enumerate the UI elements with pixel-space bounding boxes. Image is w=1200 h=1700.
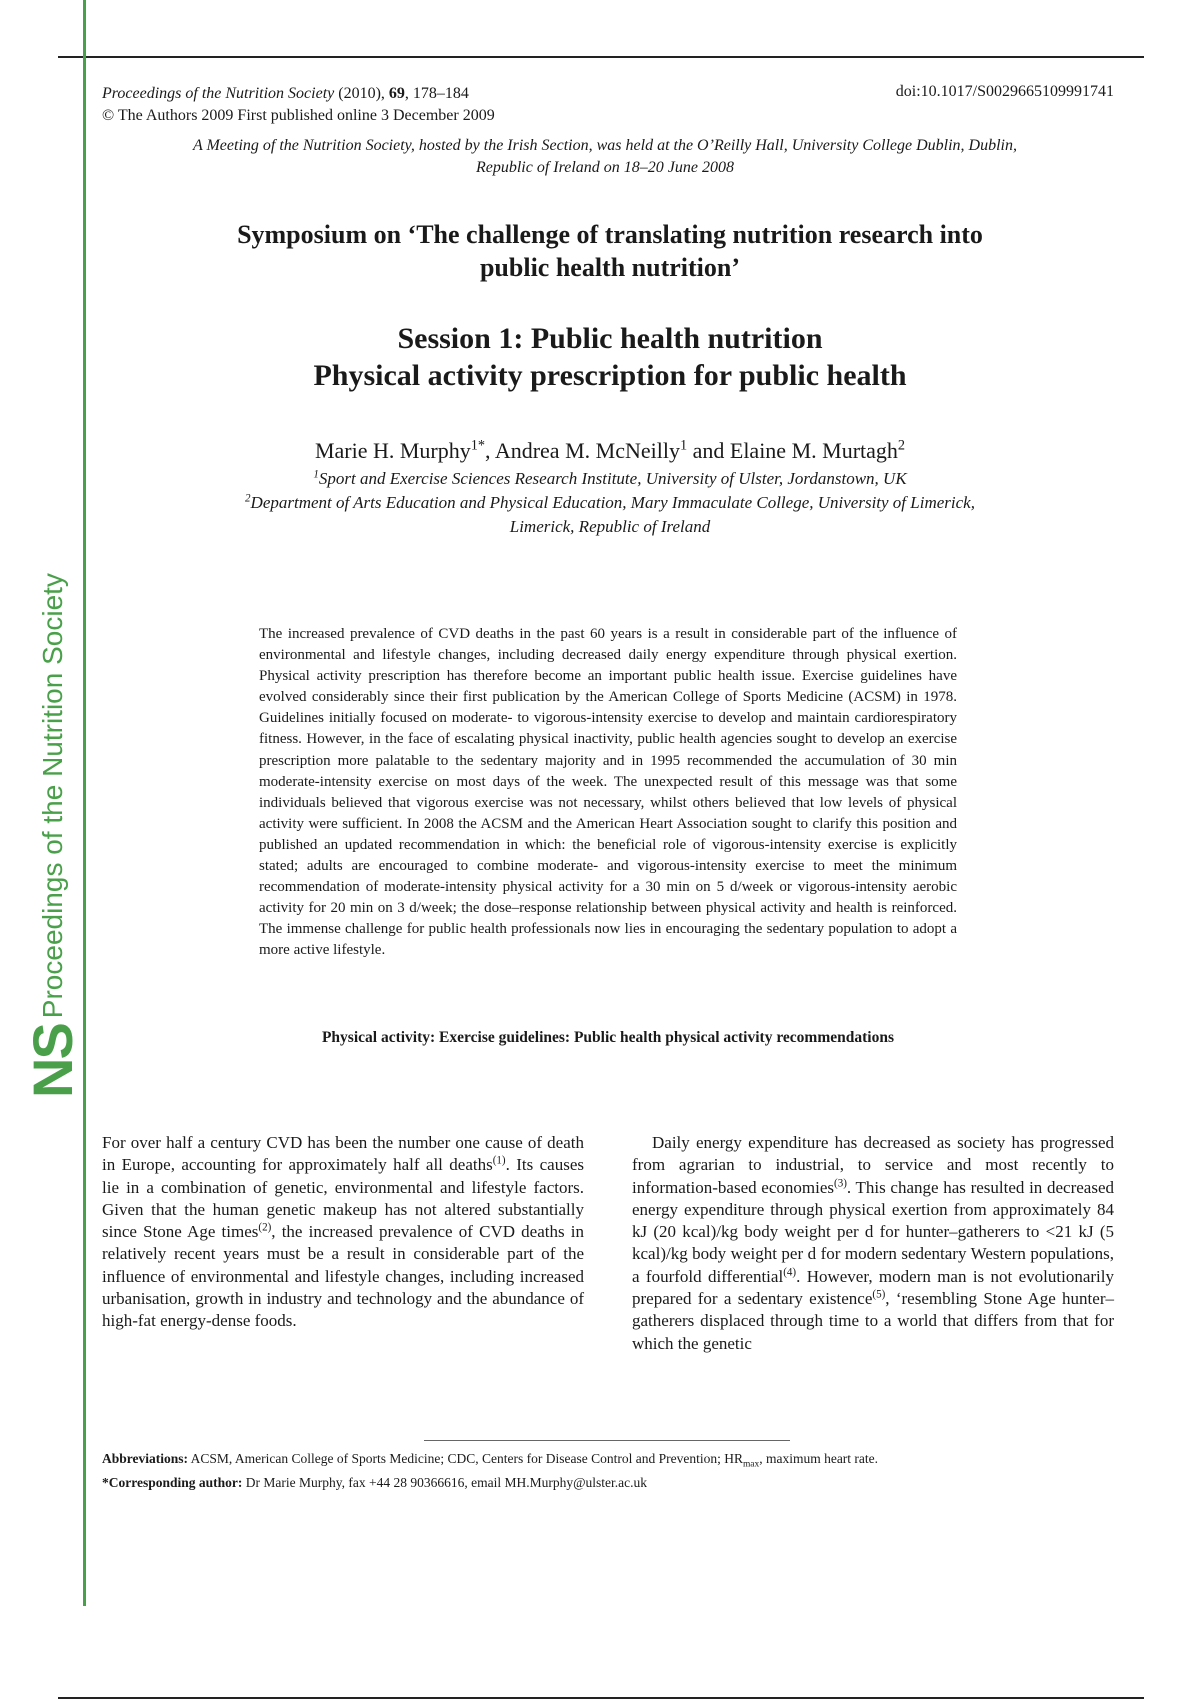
body-text: , ‘resembling Stone Age hunter–gatherers displaced through time to a world that differs from that for which the genetic: [632, 1289, 1114, 1353]
body-text: , the increased prevalence of CVD deaths in relatively recent years must be a result in considerable part of the influence of environmental and lifestyle changes, including increased urbanisation, growth in industry and technology and the abundance of high-fat energy-dense foods.: [102, 1222, 584, 1331]
session-title: Session 1: Public health nutrition: [397, 322, 823, 355]
affiliation-1-sup: 1: [313, 468, 319, 481]
meeting-note-line-2: Republic of Ireland on 18–20 June 2008: [475, 159, 735, 176]
author-1-sup: 1*: [470, 437, 486, 454]
corresponding-text[interactable]: Dr Marie Murphy, fax +44 28 90366616, email MH.Murphy@ulster.ac.uk: [242, 1474, 648, 1490]
body-text: Daily energy expenditure has decreased as society has progressed from agrarian to industrial, to service and most recently to information-based economies: [632, 1133, 1114, 1197]
abbreviations-text: ACSM, American College of Sports Medicine; CDC, Centers for Disease Control and Prevention; HR: [188, 1451, 743, 1466]
footnotes: [102, 1450, 878, 1491]
doi[interactable]: doi:10.1017/S0029665109991741: [895, 83, 1114, 100]
symposium-title: [120, 218, 1100, 284]
author-1: Marie H. Murphy: [314, 438, 471, 463]
affiliation-2-cont: Limerick, Republic of Ireland: [509, 517, 711, 536]
volume: 69: [388, 85, 405, 102]
author-list: [120, 437, 1100, 465]
bottom-rule: [58, 1697, 1144, 1699]
affiliations: [110, 467, 1110, 539]
abbreviations-end: , maximum heart rate.: [759, 1451, 879, 1466]
footnote-rule: [424, 1440, 790, 1441]
article-title: Physical activity prescription for public health: [313, 359, 907, 392]
journal-brand: [20, 573, 85, 1098]
author-2-sup: 1: [679, 437, 688, 454]
meeting-note: [110, 135, 1100, 179]
body-text: . However, modern man is not evolutionarily prepared for a sedentary existence: [632, 1266, 1114, 1309]
top-rule: [58, 56, 1144, 58]
abstract: The increased prevalence of CVD deaths in the past 60 years is a result in considerable part of the influence of environmental and lifestyle changes, including decreased daily energy expenditure through physical exertion. Physical activity prescription has therefore become an important public health issue. Exercise guidelines have evolved considerably since their first publication by the American College of Sports Medicine (ACSM) in 1978. Guidelines initially focused on moderate- to vigorous-intensity exercise to develop and maintain cardiorespiratory fitness. However, in the face of escalating physical inactivity, public health agencies sought to develop an exercise prescription more palatable to the sedentary majority and in 1995 recommended the accumulation of 30 min moderate-intensity exercise on most days of the week. The unexpected result of this message was that some individuals believed that vigorous exercise was not necessary, whilst others believed that low levels of physical activity were sufficient. In 2008 the ACSM and the American Heart Association sought to clarify this position and published an updated recommendation in which: the beneficial role of vigorous-intensity exercise is explicitly stated; adults are encouraged to combine moderate- and vigorous-intensity exercise to meet the minimum recommendation of moderate-intensity physical activity for a 30 min on 5 d/week or vigorous-intensity aerobic activity for 20 min on 3 d/week; the dose–response relationship between physical activity and health is reinforced. The immense challenge for public health professionals now lies in encouraging the sedentary population to adopt a more active lifestyle.: [259, 626, 957, 959]
citation-ref[interactable]: (4): [783, 1266, 797, 1279]
citation-header: [102, 83, 495, 127]
meeting-note-line-1: A Meeting of the Nutrition Society, hosted by the Irish Section, was held at the O’Reilly Hall, University College Dublin, Dublin,: [192, 137, 1017, 154]
body-paragraph-left: [102, 1132, 584, 1333]
citation-ref[interactable]: (2): [258, 1221, 272, 1234]
journal-name: Proceedings of the Nutrition Society: [102, 85, 335, 102]
symposium-title-line-2: public health nutrition’: [479, 253, 741, 282]
author-3-sup: 2: [897, 437, 906, 454]
affiliation-2-sup: 2: [245, 492, 251, 505]
citation-ref[interactable]: (3): [834, 1176, 847, 1189]
citation-ref[interactable]: (1): [492, 1154, 506, 1167]
abbreviations-sub: max: [742, 1459, 760, 1470]
affiliation-1-text: Sport and Exercise Sciences Research Institute, University of Ulster, Jordanstown, UK: [318, 469, 907, 488]
citation-line: [102, 83, 495, 105]
sidebar-journal-title: Proceedings of the Nutrition Society: [36, 573, 68, 1019]
affiliation-2-text: Department of Arts Education and Physical Education, Mary Immaculate College, University of Limerick,: [250, 493, 975, 512]
affiliation-1: [110, 467, 1110, 491]
pages: , 178–184: [404, 85, 469, 102]
author-3: and Elaine M. Murtagh: [687, 438, 898, 463]
session-title-block: [120, 320, 1100, 394]
copyright-line: © The Authors 2009 First published online 3 December 2009: [102, 107, 495, 124]
corresponding-label: *Corresponding author:: [102, 1474, 243, 1490]
body-text: . This change has resulted in decreased energy expenditure through physical exertion from approximately 84 kJ (20 kcal)/kg body weight per d for hunter–gatherers to <21 kJ (5 kcal)/kg body weight per d for modern sedentary Western populations, a fourfold differential: [632, 1177, 1114, 1286]
abbreviations-label: Abbreviations:: [102, 1451, 189, 1466]
body-text: . Its causes lie in a combination of genetic, environmental and lifestyle factors. Given that the human genetic makeup has not altered substantially since Stone Age times: [102, 1155, 584, 1242]
body-column-right: [632, 1132, 1114, 1355]
symposium-title-line-1: Symposium on ‘The challenge of translating nutrition research into: [237, 220, 983, 249]
citation-ref[interactable]: (5): [872, 1288, 886, 1301]
author-2: , Andrea M. McNeilly: [485, 438, 680, 463]
abbreviations-note: [102, 1450, 878, 1474]
keywords: Physical activity: Exercise guidelines: Public health physical activity recommendations: [321, 1029, 895, 1046]
affiliation-2: [110, 491, 1110, 515]
body-column-left: [102, 1132, 584, 1333]
year-part: (2010),: [334, 85, 389, 102]
body-text: For over half a century CVD has been the number one cause of death in Europe, accounting for approximately half all deaths: [102, 1133, 584, 1175]
ns-logo: NS: [21, 1024, 84, 1098]
corresponding-author-note: [102, 1474, 878, 1491]
body-paragraph-right: [632, 1132, 1114, 1355]
